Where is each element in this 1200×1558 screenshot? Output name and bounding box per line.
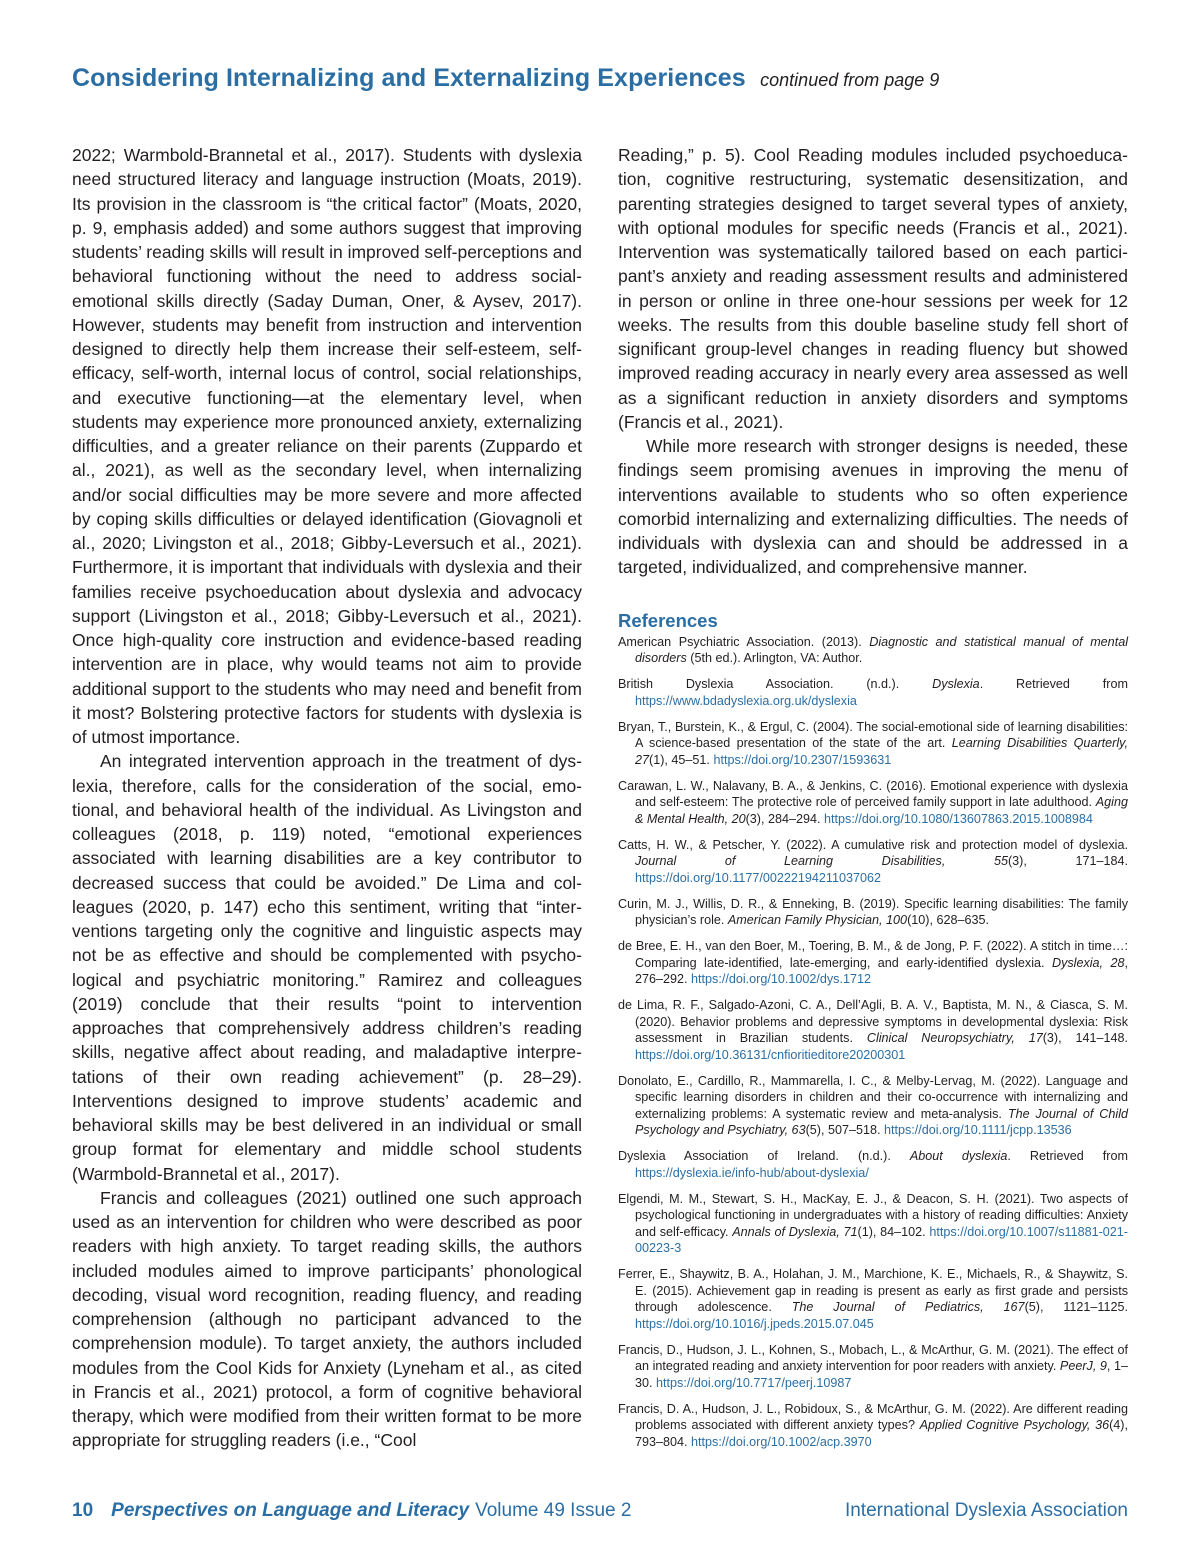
reference-entry: Elgendi, M. M., Stewart, S. H., MacKay, E. J., & Deacon, S. H. (2021). Two aspects of psychological functioning in undergraduates with a history of reading difficulties: Anxiety and self-efficacy. Annals of Dyslexia, 71(1), 84–102. https://doi.org/10.1007/s11881-021-00223-3	[618, 1191, 1128, 1255]
reference-link[interactable]: https://doi.org/10.1177/00222194211037062	[635, 870, 882, 885]
page-number: 10	[72, 1500, 94, 1521]
reference-entry: American Psychiatric Association. (2013). Diagnostic and statistical manual of mental disorders (5th ed.). Arlington, VA: Author.	[618, 634, 1128, 665]
reference-link[interactable]: https://dyslexia.ie/info-hub/about-dyslexia/	[635, 1165, 869, 1180]
right-column	[618, 143, 1128, 1460]
reference-entry: Donolato, E., Cardillo, R., Mammarella, I. C., & Melby-Lervag, M. (2022). Language and specific learning disorders in children and their co-occurrence with internalizing and externalizing problems: A systematic review and meta-analysis. The Journal of Child Psychology and Psychiatry, 63(5), 507–518. https://doi.org/10.1111/jcpp.13536	[618, 1073, 1128, 1137]
journal-name: Perspectives on Language and Literacy	[111, 1500, 470, 1521]
reference-link[interactable]: https://doi.org/10.1002/dys.1712	[691, 972, 871, 986]
reference-entry: Francis, D., Hudson, J. L., Kohnen, S., Mobach, L., & McArthur, G. M. (2021). The effect of an integrated reading and anxiety intervention for poor readers with anxiety. PeerJ, 9, 1–30. https://doi.org/10.7717/peerj.10987	[618, 1342, 1128, 1390]
paragraph: While more research with stronger designs is needed, these findings seem promising avenues in improving the menu of interventions available to students who so often experience comorbid internalizing and externalizing difficulties. The needs of individuals with dyslexia can and should be addressed in a targeted, individualized, and comprehensive manner.	[618, 436, 1128, 578]
reference-entry: Ferrer, E., Shaywitz, B. A., Holahan, J. M., Marchione, K. E., Michaels, R., & Shaywitz, S. E. (2015). Achievement gap in reading is present as early as first grade and persists through adolescence. The Journal of Pediatrics, 167(5), 1121–1125. https://doi.org/10.1016/j.jpeds.2015.07.045	[618, 1267, 1129, 1331]
paragraph: 2022; Warmbold-Brannetal et al., 2017). Students with dyslexia need structured literacy and language instruction (Moats, 2019). Its provision in the classroom is “the critical factor” (Moats, 2020, p. 9, emphasis added) and some authors suggest that improving students’ reading skills will result in improved self-perceptions and behavioral functioning without the need to address social-emotional skills directly (Saday Duman, Oner, & Aysev, 2017). However, students may benefit from instruction and intervention designed to directly help them increase their self-esteem, self-efficacy, self-worth, internal locus of control, social relationships, and executive functioning—at the elementary level, when students may experience more pronounced anxiety, externalizing difficulties, and a greater reliance on their parents (Zuppardo et al., 2021), as well as the secondary level, when internalizing and/or social difficulties may be more severe and more affected by coping skills difficulties or delayed identification (Giovagnoli et al., 2020; Livingston et al., 2018; Gibby-Leversuch et al., 2021). Furthermore, it is important that individuals with dyslexia and their families receive psychoeducation about dyslexia and advocacy support (Livingston et al., 2018; Gibby-Leversuch et al., 2021). Once high-quality core instruction and evidence-based reading intervention are in place, why would teams not aim to provide additional support to the students who may need and benefit from it most? Bolstering protective factors for students with dyslexia is of utmost importance.	[72, 145, 583, 747]
reference-link[interactable]: https://doi.org/10.1111/jcpp.13536	[884, 1123, 1072, 1137]
paragraph: Reading,” p. 5). Cool Reading modules included psychoeducation, cognitive restructuring, systematic desensitization, and parenting strategies designed to target several types of anxiety, with optional modules for specific needs (Francis et al., 2021). Intervention was systematically tailored based on each participant’s anxiety and reading assessment results and administered in person or online in three one-hour sessions per week for 12 weeks. The results from this double baseline study fell short of significant group-level changes in reading fluency but showed improved reading accuracy in nearly every area assessed as well as a significant reduction in anxiety disorders and symptoms (Francis et al., 2021).	[618, 145, 1128, 432]
article-title: Considering Internalizing and Externalizing Experiences	[72, 64, 746, 92]
reference-entry: de Lima, R. F., Salgado-Azoni, C. A., Dell’Agli, B. A. V., Baptista, M. N., & Ciasca, S. M. (2020). Behavior problems and depressive symptoms in developmental dyslexia: Risk assessment in Brazilian students. Clinical Neuropsychiatry, 17(3), 141–148. https://doi.org/10.36131/cnfioritieditore20200301	[618, 998, 1128, 1062]
reference-link[interactable]: https://www.bdadyslexia.org.uk/dyslexia	[635, 693, 857, 708]
references-heading: References	[618, 609, 718, 631]
reference-entry: Carawan, L. W., Nalavany, B. A., & Jenkins, C. (2016). Emotional experience with dyslexia and self-esteem: The protective role of perceived family support in late adulthood. Aging & Mental Health, 20(3), 284–294. https://doi.org/10.1080/13607863.2015.1008984	[618, 778, 1128, 826]
reference-link[interactable]: https://doi.org/10.2307/1593631	[713, 752, 892, 767]
reference-link[interactable]: https://doi.org/10.1007/s11881-021-00223-3	[635, 1224, 1128, 1255]
reference-link[interactable]: https://doi.org/10.7717/peerj.10987	[656, 1375, 852, 1390]
reference-link[interactable]: https://doi.org/10.1016/j.jpeds.2015.07.045	[635, 1316, 874, 1331]
organization-name: International Dyslexia Association	[844, 1500, 1128, 1521]
paragraph: An integrated intervention approach in the treatment of dyslexia, therefore, calls for the consideration of the social, emotional, and behavioral health of the individual. As Livingston and colleagues (2018, p. 119) noted, “emotional experiences associated with learning disabilities are a key contributor to decreased success that could be avoided.” De Lima and colleagues (2020, p. 147) echo this sentiment, writing that “interventions targeting only the cognitive and linguistic aspects may not be as effective and should be complemented with psychological and psychiatric monitoring.” Ramirez and colleagues (2019) conclude that their results “point to intervention approaches that comprehensively address children’s reading skills, negative affect about reading, and maladaptive interpretations of their own reading achievement” (p. 28–29). Interventions designed to improve students’ academic and behavioral skills may be best delivered in an individual or small group format for elementary and middle school students (Warmbold-Brannetal et al., 2017).	[72, 751, 582, 1184]
reference-entry: Dyslexia Association of Ireland. (n.d.). About dyslexia. Retrieved from https://dyslexia.ie/info-hub/about-dyslexia/	[618, 1149, 1128, 1180]
reference-entry: Francis, D. A., Hudson, J. L., Robidoux, S., & McArthur, G. M. (2022). Are different reading problems associated with different anxiety types? Applied Cognitive Psychology, 36(4), 793–804. https://doi.org/10.1002/acp.3970	[618, 1401, 1128, 1449]
reference-entry: de Bree, E. H., van den Boer, M., Toering, B. M., & de Jong, P. F. (2022). A stitch in time…: Comparing late-identified, late-emerging, and early-identified dyslexia. Dyslexia, 28, 276–292. https://doi.org/10.1002/dys.1712	[618, 939, 1128, 986]
reference-entry: Bryan, T., Burstein, K., & Ergul, C. (2004). The social-emotional side of learning disabilities: A science-based presentation of the state of the art. Learning Disabilities Quarterly, 27(1), 45–51. https://doi.org/10.2307/1593631	[618, 719, 1128, 767]
page-header	[72, 64, 1140, 93]
reference-link[interactable]: https://doi.org/10.36131/cnfioritieditore20200301	[635, 1047, 906, 1062]
paragraph: Francis and colleagues (2021) outlined one such approach used as an intervention for children who were described as poor readers with high anxiety. To target reading skills, the authors included modules aimed to improve participants’ phonological decoding, visual word recognition, reading fluency, and reading comprehension (although no participant advanced to the comprehension module). To target anxiety, the authors included modules from the Cool Kids for Anxiety (Lyneham et al., as cited in Francis et al., 2021) protocol, a form of cognitive behavioral therapy, which were modified from their written format to be more appropriate for struggling readers (i.e., “Cool	[72, 1187, 582, 1451]
left-column	[72, 143, 582, 1453]
reference-list	[618, 634, 1128, 1451]
continued-note: continued from page 9	[760, 70, 940, 90]
page-footer	[72, 1500, 1128, 1526]
reference-entry: British Dyslexia Association. (n.d.). Dyslexia. Retrieved from https://www.bdadyslexia.org.uk/dyslexia	[618, 677, 1128, 708]
reference-entry: Curin, M. J., Willis, D. R., & Enneking, B. (2019). Specific learning disabilities: The family physician’s role. American Family Physician, 100(10), 628–635.	[618, 896, 1128, 927]
reference-entry: Catts, H. W., & Petscher, Y. (2022). A cumulative risk and protection model of dyslexia. Journal of Learning Disabilities, 55(3), 171–184. https://doi.org/10.1177/00222194211037062	[618, 837, 1128, 885]
reference-link[interactable]: https://doi.org/10.1002/acp.3970	[691, 1434, 872, 1449]
volume-issue: Volume 49 Issue 2	[475, 1500, 632, 1521]
reference-link[interactable]: https://doi.org/10.1080/13607863.2015.1008984	[824, 811, 1093, 826]
